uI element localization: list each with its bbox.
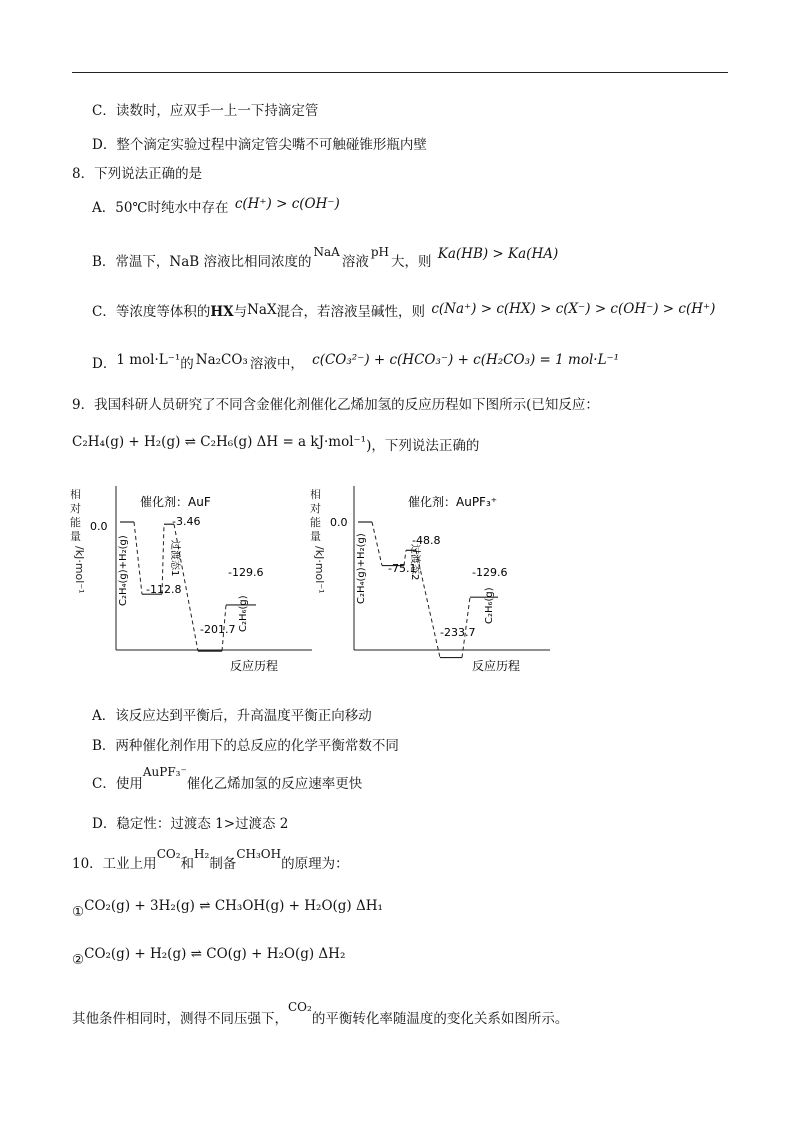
q8-d-prefix: D． <box>92 356 117 372</box>
chart2-ylabel-3: 能 <box>310 516 321 529</box>
q8-option-b <box>92 245 559 270</box>
q9-option-b: B．两种催化剂作用下的总反应的化学平衡常数不同 <box>92 738 399 754</box>
q8-stem: 8．下列说法正确的是 <box>72 166 203 182</box>
chart1-species-reactant: C₂H₄(g)+H₂(g) <box>118 535 129 606</box>
q10-stem <box>72 847 349 872</box>
q10-r2: CO₂(g) + H₂(g) ⇌ CO(g) + H₂O(g) ΔH₂ <box>84 946 346 962</box>
q8-d-of: 的 <box>180 356 194 372</box>
energy-connector-1-1 <box>134 522 142 594</box>
q8-c-prefix: C．等浓度等体积的 <box>92 304 211 320</box>
q8-option-c <box>92 300 715 320</box>
chart2-label-product: -129.6 <box>472 566 508 579</box>
q8-b-then: 大，则 <box>390 254 432 270</box>
q9-equation: C₂H₄(g) + H₂(g) ⇌ C₂H₆(g) ΔH = a kJ·mol⁻¹ <box>72 434 367 450</box>
chart2-species-reactant: C₂H₄(g)+H₂(g) <box>356 533 367 604</box>
q8-d-math: c(CO₃²⁻) + c(HCO₃⁻) + c(H₂CO₃) = 1 mol·L⁻¹ <box>312 352 620 368</box>
q10-last-co2: CO₂ <box>288 1000 312 1014</box>
q10-last-post: 的平衡转化率随温度的变化关系如图所示。 <box>311 1011 569 1027</box>
q8-c-math: c(Na⁺) > c(HX) > c(X⁻) > c(OH⁻) > c(H⁺) <box>431 301 716 317</box>
q8-b-solution: 溶液 <box>341 254 369 270</box>
q10-r2-num: ② <box>72 952 85 968</box>
q8-b-prefix: B．常温下，NaB 溶液比相同浓度的 <box>92 254 312 270</box>
chart1-zero-label: 0.0 <box>90 520 108 533</box>
chart1-ylabel-4: 量 <box>70 530 81 543</box>
chart1-label-int1: -112.8 <box>146 583 182 596</box>
q9-stem: 9．我国科研人员研究了不同含金催化剂催化乙烯加氢的反应历程如下图所示(已知反应： <box>72 397 599 413</box>
chart2-label-int2: -233.7 <box>440 626 476 639</box>
chart1-species-ts: 过渡态1 <box>169 540 180 577</box>
q10-post: 的原理为： <box>281 856 349 872</box>
q8-d-conc: 1 mol·L⁻¹ <box>116 352 181 368</box>
chart1-label-int2: -201.7 <box>200 623 236 636</box>
chart2-ylabel-4: 量 <box>310 530 321 543</box>
q8-d-mid: 溶液中， <box>249 356 304 372</box>
q10-last-pre: 其他条件相同时，测得不同压强下， <box>72 1011 288 1027</box>
q10-co2: CO₂ <box>156 847 181 861</box>
q8-c-nax: NaX <box>247 302 277 318</box>
q8-a-math: c(H⁺) > c(OH⁻) <box>234 196 340 212</box>
q8-a-text: 50℃时纯水中存在 <box>115 200 229 216</box>
chart2-species-product: C₂H₆(g) <box>484 587 495 624</box>
q10-and: 和 <box>180 856 195 872</box>
chart2-zero-label: 0.0 <box>330 516 348 529</box>
chart1-species-product: C₂H₆(g) <box>238 595 249 632</box>
q9-option-d: D．稳定性：过渡态 1>过渡态 2 <box>92 816 289 832</box>
q8-c-hx: HX <box>210 304 234 320</box>
header-rule <box>72 72 728 73</box>
q9-equation-line <box>72 434 479 454</box>
q9-c-pre: C．使用 <box>92 776 143 792</box>
q9-option-c <box>92 765 363 792</box>
energy-connector-2-1 <box>372 522 382 566</box>
energy-chart-aupf3 <box>300 478 560 678</box>
chart2-ylabel-1: 相 <box>310 488 321 501</box>
chart2-label-int1: -75.1 <box>388 562 417 575</box>
q8-b-ph: pH <box>370 245 389 259</box>
option-d: D．整个滴定实验过程中滴定管尖嘴不可触碰锥形瓶内壁 <box>92 137 427 153</box>
q10-r1: CO₂(g) + 3H₂(g) ⇌ CH₃OH(g) + H₂O(g) ΔH₁ <box>84 898 383 914</box>
q8-c-with: 与 <box>233 304 248 320</box>
chart1-label-ts: -3.46 <box>172 515 201 528</box>
q10-reaction-1 <box>72 898 383 920</box>
chart1-ylabel-2: 对 <box>70 502 81 515</box>
chart1-levels <box>120 522 256 651</box>
option-c: C．读数时，应双手一上一下持滴定管 <box>92 103 319 119</box>
q10-reaction-2 <box>72 946 346 968</box>
chart1-xlabel: 反应历程 <box>230 659 279 673</box>
q10-pre: 10．工业上用 <box>72 856 157 872</box>
chart2-title: 催化剂：AuPF₃⁺ <box>408 495 498 509</box>
chart2-ylabel-2: 对 <box>310 502 321 515</box>
q9-c-post: 催化乙烯加氢的反应速率更快 <box>186 776 363 792</box>
q10-h2: H₂ <box>194 847 210 861</box>
chart1-ylabel-3: 能 <box>70 516 81 529</box>
chart2-label-ts: -48.8 <box>412 534 441 547</box>
q8-option-a <box>92 196 340 216</box>
q8-option-d <box>92 352 619 372</box>
chart2-species-ts: 过渡态2 <box>409 544 420 581</box>
q8-d-salt: Na₂CO₃ <box>195 352 248 368</box>
chart2-xlabel: 反应历程 <box>472 659 521 673</box>
chart2-ylabel-unit: /kJ·mol⁻¹ <box>313 546 326 594</box>
energy-chart-auf <box>60 478 320 678</box>
chart1-ylabel-unit: /kJ·mol⁻¹ <box>73 546 86 594</box>
q10-r1-num: ① <box>72 904 85 920</box>
q8-b-naa: NaA <box>313 245 340 259</box>
q9-option-a: A．该反应达到平衡后，升高温度平衡正向移动 <box>92 708 372 724</box>
q9-c-catalyst: AuPF₃⁻ <box>142 765 187 779</box>
chart1-label-product: -129.6 <box>228 566 264 579</box>
q10-make: 制备 <box>209 856 237 872</box>
q10-last-line <box>72 1000 569 1027</box>
chart1-title: 催化剂：AuF <box>140 495 211 509</box>
q8-c-mid: 混合，若溶液呈碱性，则 <box>276 304 426 320</box>
chart1-ylabel-1: 相 <box>70 488 81 501</box>
q8-b-math: Ka(HB) > Ka(HA) <box>437 246 559 262</box>
q8-a-prefix: A． <box>92 200 116 216</box>
q9-equation-tail: )，下列说法正确的 <box>366 438 480 454</box>
q10-meoh: CH₃OH <box>236 847 282 861</box>
